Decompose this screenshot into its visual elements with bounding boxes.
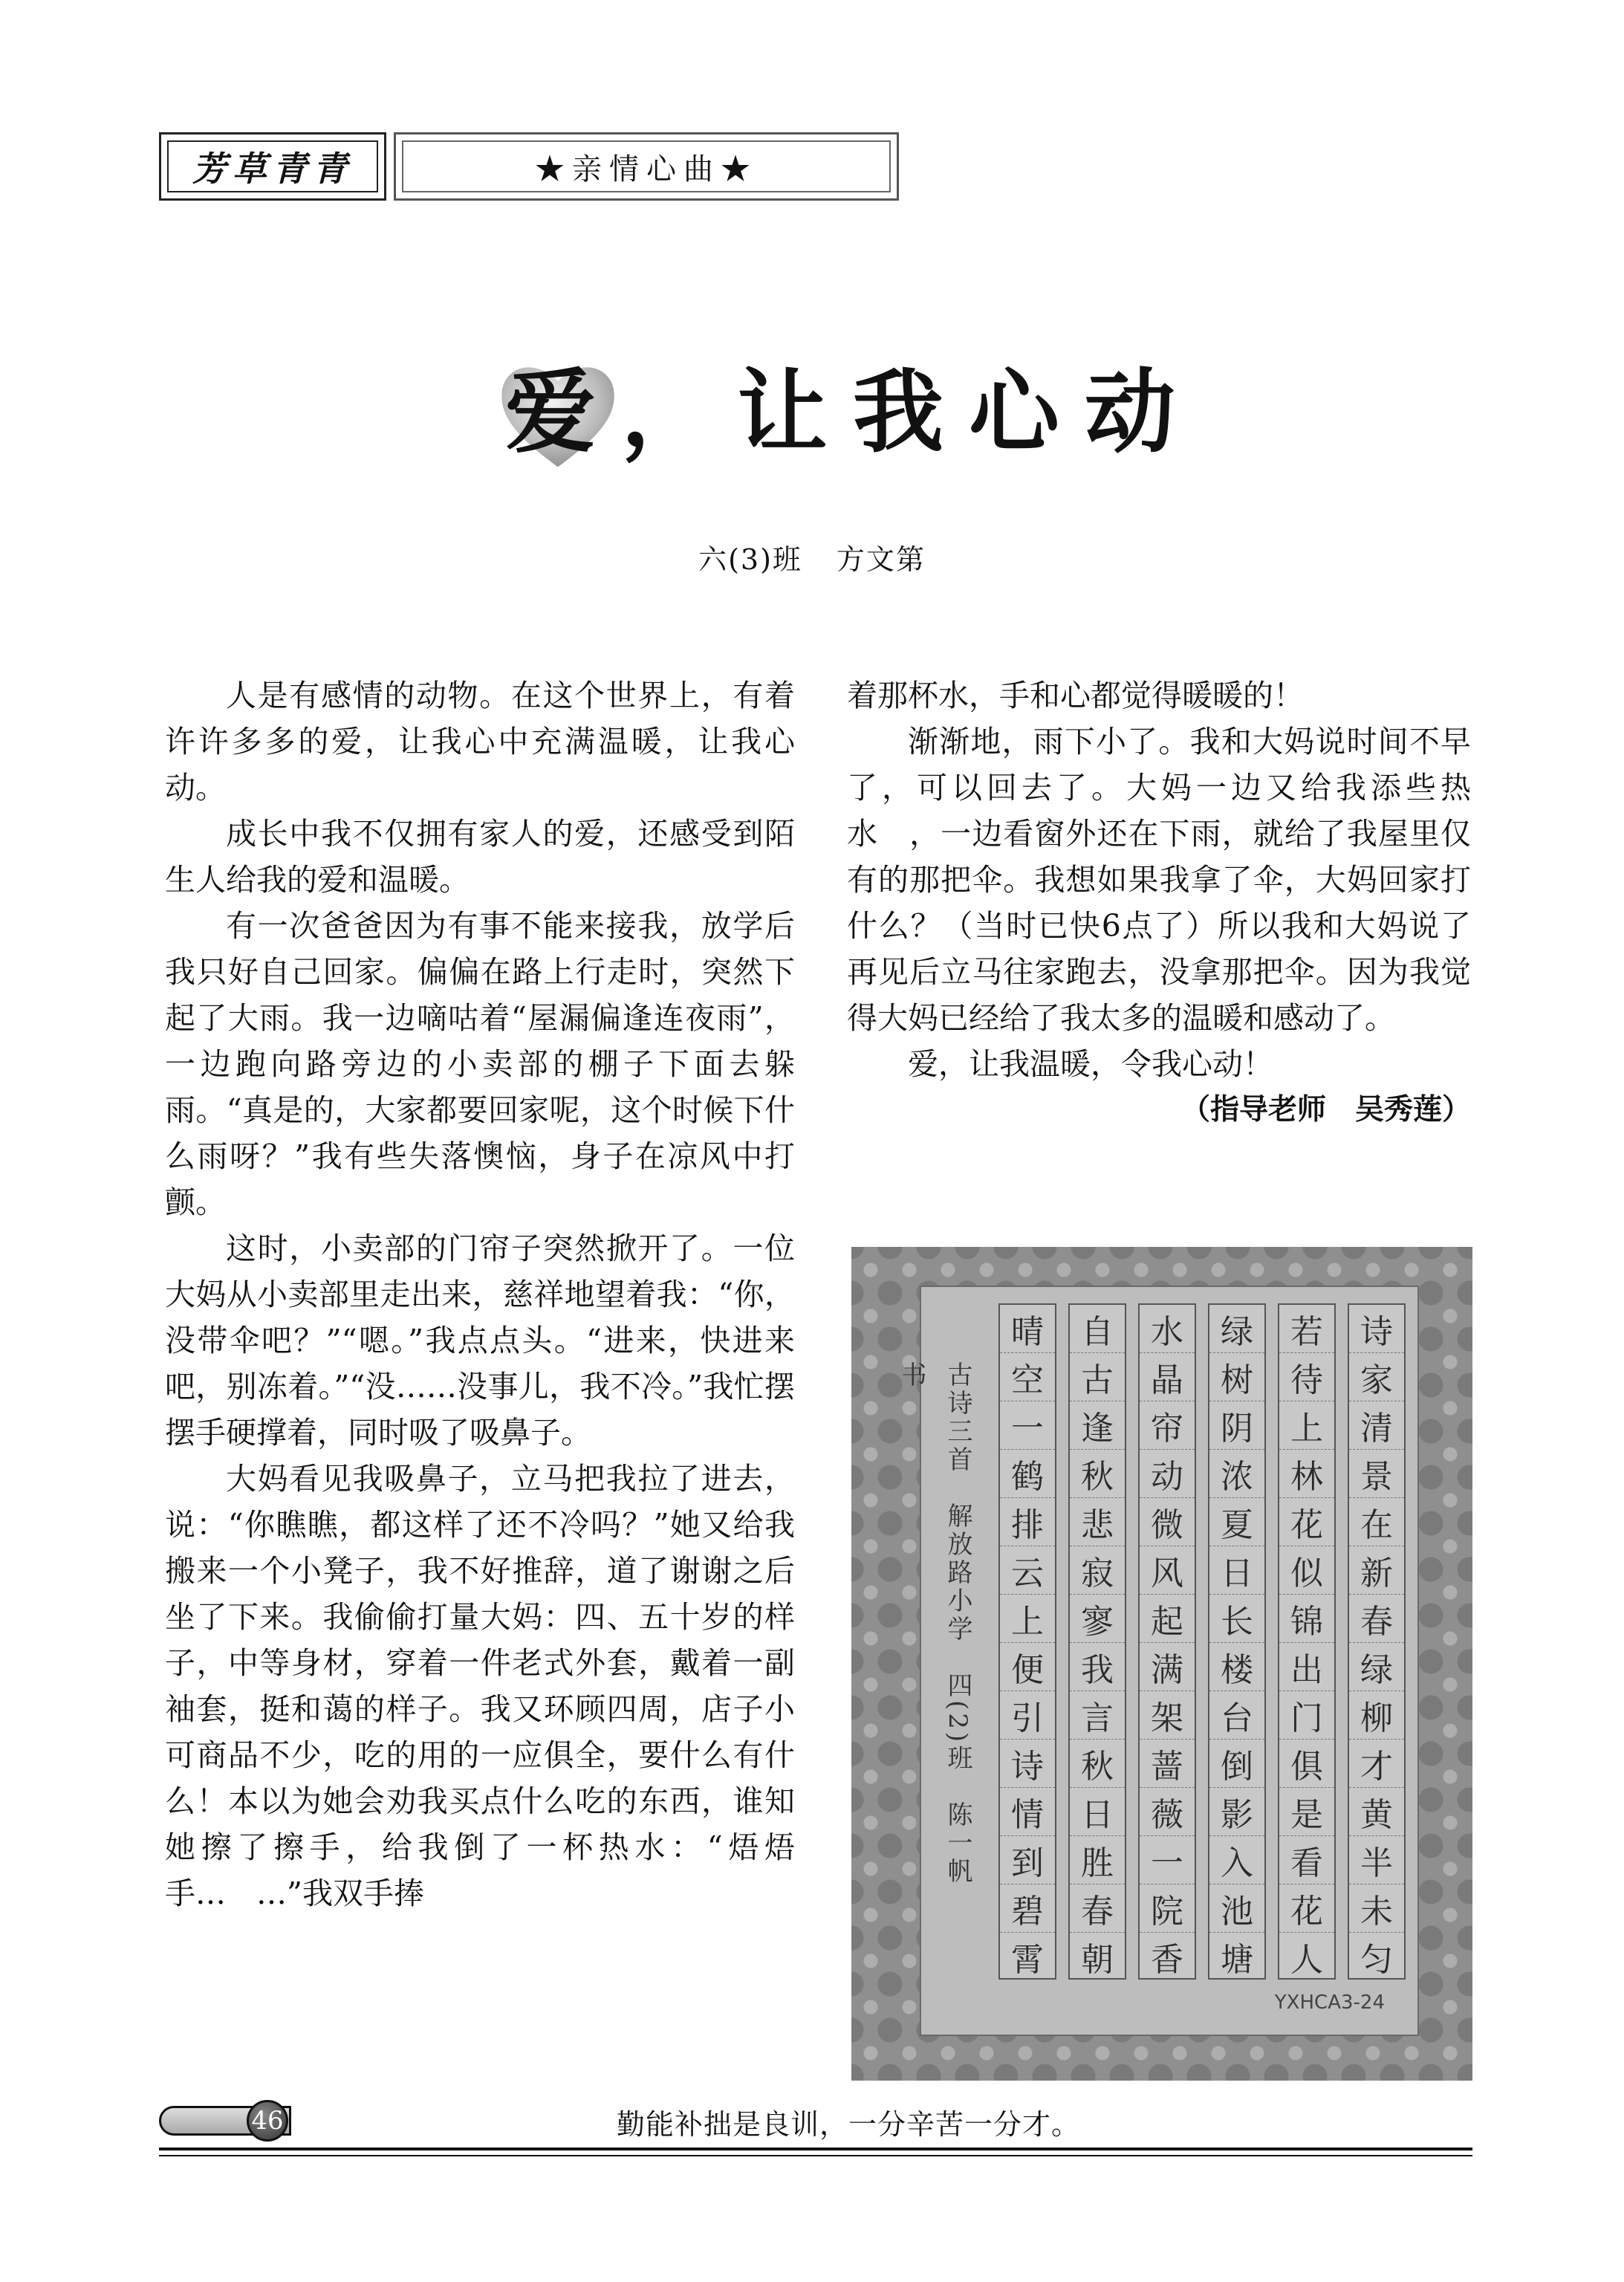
calligraphy-character: 俱 (1279, 1740, 1334, 1788)
right-column (847, 672, 1471, 1133)
paragraph: 爱，让我温暖，令我心动！ (908, 1046, 1273, 1082)
calligraphy-character: 便 (1000, 1643, 1055, 1691)
calligraphy-character: 朝 (1081, 1941, 1114, 1979)
calligraphy-paper (897, 1286, 1419, 2036)
calligraphy-character: 一 (1140, 1836, 1195, 1884)
calligraphy-character: 风 (1140, 1546, 1195, 1595)
page-number-tab (159, 2100, 300, 2142)
calligraphy-character: 排 (1000, 1498, 1055, 1546)
calligraphy-character: 才 (1349, 1740, 1404, 1788)
calligraphy-character: 绿 (1349, 1643, 1404, 1691)
calligraphy-character: 夏 (1209, 1498, 1264, 1546)
calligraphy-character: 长 (1209, 1595, 1264, 1643)
calligraphy-character: 家 (1349, 1353, 1404, 1401)
calligraphy-character: 黄 (1349, 1788, 1404, 1836)
calligraphy-character: 花 (1279, 1884, 1334, 1933)
paragraph-continuation: 着那杯水，手和心都觉得暖暖的！ (847, 678, 1304, 713)
calligraphy-character: 秋 (1070, 1740, 1125, 1788)
calligraphy-character: 门 (1279, 1691, 1334, 1740)
calligraphy-character: 春 (1349, 1595, 1404, 1643)
calligraphy-character: 树 (1209, 1353, 1264, 1401)
calligraphy-character: 帘 (1140, 1401, 1195, 1450)
paragraph: 这时，小卖部的门帘子突然掀开了。一位大妈从小卖部里走出来，慈祥地望着我：“你，没带伞吧？”“嗯。”我点点头。“进来，快进来吧，别冻着。”“没……没事儿，我不冷。”我忙摆摆手硬撑着，同时吸了吸鼻子。 (165, 1231, 795, 1450)
page-number: 46 (247, 2100, 288, 2142)
calligraphy-character: 池 (1209, 1884, 1264, 1933)
paragraph: 渐渐地，雨下小了。我和大妈说时间不早了，可以回去了。大妈一边又给我添些热水 ，一边看窗外还在下雨，就给了我屋里仅有的那把伞。我想如果我拿了伞，大妈回家打什么？（当时已快6点了）所以我和大妈说了再见后立马往家跑去，没拿那把伞。因为我觉得大妈已经给了我太多的温暖和感动了。 (847, 724, 1471, 1036)
calligraphy-column (1278, 1303, 1336, 1980)
calligraphy-character: 是 (1279, 1788, 1334, 1836)
calligraphy-character: 晴 (1000, 1305, 1055, 1353)
calligraphy-character: 架 (1140, 1691, 1195, 1740)
calligraphy-character: 悲 (1070, 1498, 1125, 1546)
calligraphy-column (1068, 1303, 1126, 1980)
paragraph: 大妈看见我吸鼻子，立马把我拉了进去，说：“你瞧瞧，都这样了还不冷吗？”她又给我搬来一个小凳子，我不好推辞，道了谢谢之后坐了下来。我偷偷打量大妈：四、五十岁的样子，中等身材，穿着一件老式外套，戴着一副袖套，挺和蔼的样子。我又环顾四周，店子小可商品不少，吃的用的一应俱全，要什么有什么！本以为她会劝我买点什么吃的东西，谁知她擦了擦手，给我倒了一杯热水：“焐焐手… …”我双手捧 (165, 1461, 795, 1911)
calligraphy-character: 半 (1349, 1836, 1404, 1884)
teacher-credit: （指导老师 吴秀莲） (1180, 1093, 1471, 1127)
calligraphy-character: 寂 (1070, 1546, 1125, 1595)
calligraphy-character: 入 (1209, 1836, 1264, 1884)
calligraphy-character: 逢 (1070, 1401, 1125, 1450)
calligraphy-character: 到 (1000, 1836, 1055, 1884)
calligraphy-character: 院 (1140, 1884, 1195, 1933)
calligraphy-character: 新 (1349, 1546, 1404, 1595)
paragraph: 人是有感情的动物。在这个世界上，有着许许多多的爱，让我心中充满温暖，让我心动。 (165, 678, 795, 805)
calligraphy-character: 清 (1349, 1401, 1404, 1450)
column-tab (394, 132, 899, 201)
calligraphy-column (1138, 1303, 1196, 1980)
calligraphy-character: 香 (1151, 1941, 1183, 1979)
left-column (165, 672, 795, 1916)
section-tab (159, 132, 386, 201)
calligraphy-character: 日 (1070, 1788, 1125, 1836)
calligraphy-character: 春 (1070, 1884, 1125, 1933)
calligraphy-character: 动 (1140, 1450, 1195, 1498)
calligraphy-character: 起 (1140, 1595, 1195, 1643)
calligraphy-character: 待 (1279, 1353, 1334, 1401)
calligraphy-character: 上 (1000, 1595, 1055, 1643)
calligraphy-character: 古 (1070, 1353, 1125, 1401)
section-title: 芳草青青 (167, 140, 378, 192)
calligraphy-character: 上 (1279, 1401, 1334, 1450)
calligraphy-character: 我 (1070, 1643, 1125, 1691)
calligraphy-character: 花 (1279, 1498, 1334, 1546)
calligraphy-character: 匀 (1360, 1941, 1393, 1979)
calligraphy-character: 锦 (1279, 1595, 1334, 1643)
calligraphy-character: 绿 (1209, 1305, 1264, 1353)
byline-class: 六(3)班 (698, 543, 802, 576)
calligraphy-character: 在 (1349, 1498, 1404, 1546)
paragraph: 成长中我不仅拥有家人的爱，还感受到陌生人给我的爱和温暖。 (165, 816, 795, 898)
calligraphy-character: 自 (1070, 1305, 1125, 1353)
calligraphy-side-note: 古诗三首 解放路小学 四(2)班 陈一帆书 (897, 1361, 972, 1887)
calligraphy-character: 若 (1279, 1305, 1334, 1353)
calligraphy-character: 楼 (1209, 1643, 1264, 1691)
byline-author: 方文第 (836, 543, 926, 576)
calligraphy-character: 人 (1290, 1941, 1323, 1979)
calligraphy-grid (994, 1303, 1406, 1980)
calligraphy-character: 未 (1349, 1884, 1404, 1933)
calligraphy-column (1348, 1303, 1406, 1980)
calligraphy-character: 情 (1000, 1788, 1055, 1836)
calligraphy-character: 出 (1279, 1643, 1334, 1691)
calligraphy-character: 空 (1000, 1353, 1055, 1401)
calligraphy-character: 一 (1000, 1401, 1055, 1450)
calligraphy-photo (851, 1247, 1472, 2081)
calligraphy-character: 影 (1209, 1788, 1264, 1836)
calligraphy-character: 满 (1140, 1643, 1195, 1691)
calligraphy-column (998, 1303, 1056, 1980)
calligraphy-character: 诗 (1000, 1740, 1055, 1788)
calligraphy-character: 胜 (1070, 1836, 1125, 1884)
calligraphy-character: 微 (1140, 1498, 1195, 1546)
calligraphy-character: 诗 (1349, 1305, 1404, 1353)
calligraphy-character: 柳 (1349, 1691, 1404, 1740)
calligraphy-code: YXHCA3-24 (1274, 1991, 1385, 2014)
calligraphy-character: 水 (1140, 1305, 1195, 1353)
footer-rule (159, 2148, 1472, 2150)
paragraph: 有一次爸爸因为有事不能来接我，放学后我只好自己回家。偏偏在路上行走时，突然下起了大雨。我一边嘀咕着“屋漏偏逢连夜雨”，一边跑向路旁边的小卖部的棚子下面去躲雨。“真是的，大家都要回家呢，这个时候下什么雨呀？”我有些失落懊恼，身子在凉风中打颤。 (165, 908, 795, 1220)
calligraphy-character: 阴 (1209, 1401, 1264, 1450)
footer-rule-thin (159, 2155, 1472, 2156)
calligraphy-character: 秋 (1070, 1450, 1125, 1498)
calligraphy-character: 台 (1209, 1691, 1264, 1740)
column-title: ★亲情心曲★ (402, 140, 891, 192)
article-title-block (490, 349, 1201, 476)
calligraphy-character: 塘 (1221, 1941, 1253, 1979)
calligraphy-character: 蔷 (1140, 1740, 1195, 1788)
calligraphy-character: 言 (1070, 1691, 1125, 1740)
calligraphy-column (1208, 1303, 1266, 1980)
calligraphy-character: 云 (1000, 1546, 1055, 1595)
article-title: 爱，让我心动 (505, 360, 1201, 465)
calligraphy-character: 鹤 (1000, 1450, 1055, 1498)
calligraphy-character: 日 (1209, 1546, 1264, 1595)
calligraphy-character: 倒 (1209, 1740, 1264, 1788)
calligraphy-character: 霄 (1011, 1941, 1044, 1979)
byline (0, 537, 1624, 577)
footer-motto: 勤能补拙是良训，一分辛苦一分才。 (617, 2108, 1081, 2141)
calligraphy-character: 晶 (1140, 1353, 1195, 1401)
calligraphy-character: 景 (1349, 1450, 1404, 1498)
calligraphy-character: 寥 (1070, 1595, 1125, 1643)
calligraphy-character: 林 (1279, 1450, 1334, 1498)
calligraphy-character: 看 (1279, 1836, 1334, 1884)
calligraphy-character: 似 (1279, 1546, 1334, 1595)
calligraphy-character: 引 (1000, 1691, 1055, 1740)
calligraphy-character: 薇 (1140, 1788, 1195, 1836)
calligraphy-character: 碧 (1000, 1884, 1055, 1933)
calligraphy-character: 浓 (1209, 1450, 1264, 1498)
